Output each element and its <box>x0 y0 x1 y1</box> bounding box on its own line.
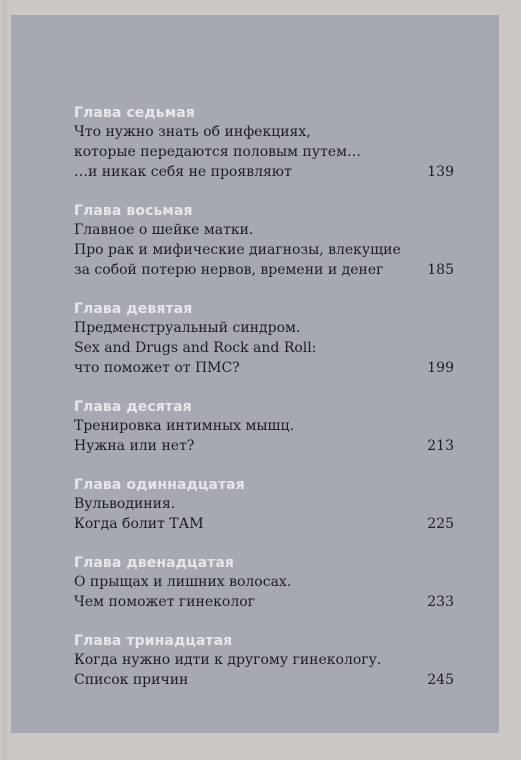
chapter-title-line: Предменструальный синдром. <box>74 320 301 336</box>
chapter-title-line: Тренировка интимных мышц. <box>74 418 295 434</box>
chapter-title-line-last <box>74 592 454 612</box>
chapter-heading: Глава десятая <box>74 399 192 415</box>
page-number: 139 <box>427 164 454 180</box>
chapter-title-line: Про рак и мифические диагнозы, влекущие <box>74 242 401 258</box>
chapter-title-text: Нужна или нет? <box>74 438 195 454</box>
chapter-title-text: Чем поможет гинеколог <box>74 594 256 610</box>
page-number: 199 <box>427 360 454 376</box>
toc-entry-chapter-7 <box>74 104 454 182</box>
chapter-heading: Глава седьмая <box>74 105 195 121</box>
chapter-heading: Глава девятая <box>74 301 193 317</box>
chapter-title-line: О прыщах и лишних волосах. <box>74 574 292 590</box>
chapter-title-line: которые передаются половым путем… <box>74 144 362 160</box>
chapter-title-line-last <box>74 162 454 182</box>
page-number: 245 <box>427 672 454 688</box>
chapter-title-text: Список причин <box>74 672 189 688</box>
chapter-heading: Глава восьмая <box>74 203 193 219</box>
chapter-title-line: Вульводиния. <box>74 496 176 512</box>
toc-panel <box>11 15 499 733</box>
chapter-title-line-last <box>74 436 454 456</box>
chapter-title-line: Когда нужно идти к другому гинекологу. <box>74 652 382 668</box>
chapter-title-line-last <box>74 670 454 690</box>
toc-entry-chapter-12 <box>74 554 454 612</box>
toc-entry-chapter-10 <box>74 398 454 456</box>
chapter-heading: Глава двенадцатая <box>74 555 234 571</box>
chapter-title-line-last <box>74 514 454 534</box>
page-number: 213 <box>427 438 454 454</box>
chapter-title-line-last <box>74 358 454 378</box>
page-number: 185 <box>427 262 454 278</box>
chapter-title-line: Sex and Drugs and Rock and Roll: <box>74 340 317 356</box>
chapter-title-line-last <box>74 260 454 280</box>
chapter-heading: Глава одиннадцатая <box>74 477 245 493</box>
chapter-title-text: …и никак себя не проявляют <box>74 164 292 180</box>
table-of-contents <box>74 104 454 710</box>
page-number: 233 <box>427 594 454 610</box>
chapter-title-text: что поможет от ПМС? <box>74 360 240 376</box>
chapter-title-text: за собой потерю нервов, времени и денег <box>74 262 384 278</box>
toc-entry-chapter-13 <box>74 632 454 690</box>
chapter-title-text: Когда болит ТАМ <box>74 516 204 532</box>
chapter-heading: Глава тринадцатая <box>74 633 233 649</box>
page-number: 225 <box>427 516 454 532</box>
toc-entry-chapter-8 <box>74 202 454 280</box>
toc-entry-chapter-11 <box>74 476 454 534</box>
chapter-title-line: Что нужно знать об инфекциях, <box>74 124 311 140</box>
chapter-title-line: Главное о шейке матки. <box>74 222 254 238</box>
toc-entry-chapter-9 <box>74 300 454 378</box>
